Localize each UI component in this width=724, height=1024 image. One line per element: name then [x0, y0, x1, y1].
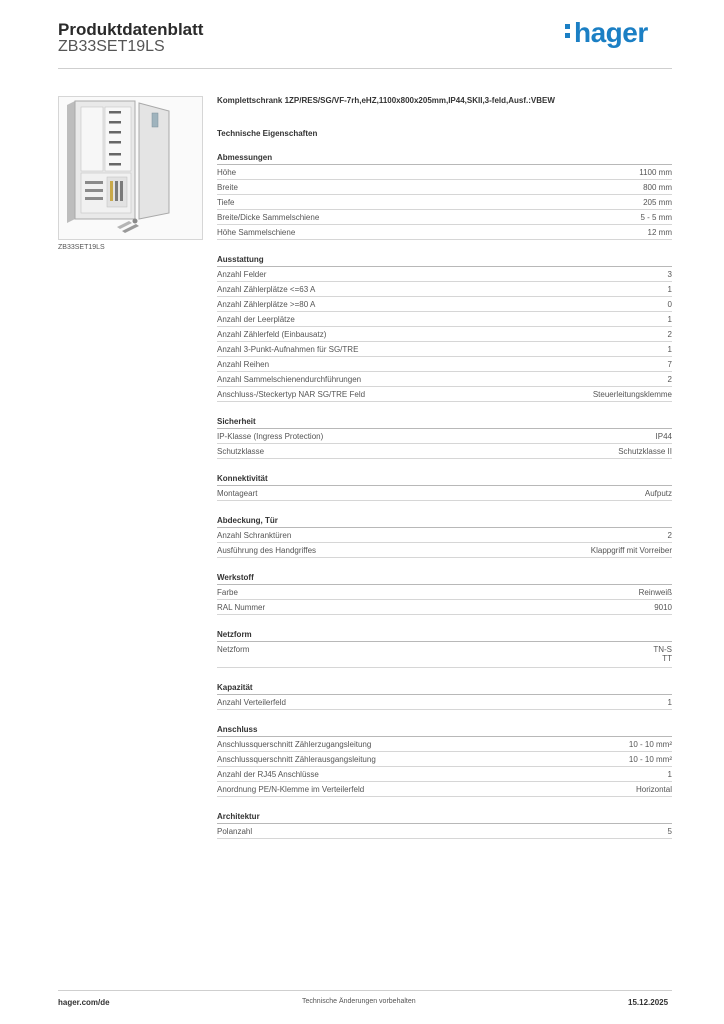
spec-row	[217, 543, 672, 558]
logo-dots-icon	[565, 17, 572, 38]
spec-value	[668, 270, 672, 281]
spec-section	[217, 417, 672, 459]
spec-value-line: 2	[667, 330, 672, 339]
spec-value	[668, 300, 672, 311]
product-image	[58, 96, 203, 240]
spec-sections	[217, 153, 672, 839]
product-code: ZB33SET19LS	[58, 38, 165, 55]
spec-section	[217, 255, 672, 402]
section-heading: Konnektivität	[217, 474, 672, 486]
spec-row	[217, 342, 672, 357]
spec-row	[217, 297, 672, 312]
spec-value	[668, 698, 672, 709]
spec-value-line: 2	[667, 531, 672, 540]
cabinet-illustration	[59, 97, 202, 239]
hager-logo	[565, 17, 648, 49]
spec-label: Polanzahl	[217, 827, 253, 836]
spec-label: Anzahl Sammelschienendurchführungen	[217, 375, 362, 384]
spec-label: RAL Nummer	[217, 603, 266, 612]
spec-value	[668, 531, 672, 542]
spec-label: Anzahl Schranktüren	[217, 531, 292, 540]
section-heading: Abmessungen	[217, 153, 672, 165]
spec-label: Breite/Dicke Sammelschiene	[217, 213, 320, 222]
spec-value-line: TN-S	[653, 645, 672, 654]
spec-row	[217, 387, 672, 402]
spec-value-line: Steuerleitungsklemme	[592, 390, 672, 399]
spec-section	[217, 630, 672, 668]
spec-value	[668, 285, 672, 296]
spec-row	[217, 357, 672, 372]
spec-value-line: Horizontal	[635, 785, 672, 794]
spec-value	[656, 432, 672, 443]
section-heading: Sicherheit	[217, 417, 672, 429]
product-content	[217, 96, 672, 839]
spec-row	[217, 225, 672, 240]
section-heading: Kapazität	[217, 683, 672, 695]
spec-label: Schutzklasse	[217, 447, 265, 456]
spec-value-line: Reinweiß	[638, 588, 672, 597]
spec-value	[648, 228, 672, 239]
section-heading: Abdeckung, Tür	[217, 516, 672, 528]
spec-value	[636, 785, 672, 796]
spec-row	[217, 737, 672, 752]
spec-value-line: TT	[662, 654, 672, 663]
footer-notice: Technische Änderungen vorbehalten	[302, 998, 416, 1005]
spec-value-line: Schutzklasse II	[618, 447, 672, 456]
spec-label: Ausführung des Handgriffes	[217, 546, 317, 555]
spec-row	[217, 600, 672, 615]
spec-label: Anzahl Zählerplätze >=80 A	[217, 300, 316, 309]
spec-value	[643, 198, 672, 209]
spec-label: Anordnung PE/N-Klemme im Verteilerfeld	[217, 785, 365, 794]
spec-value-line: 1	[667, 698, 672, 707]
spec-value-line: 800 mm	[643, 183, 672, 192]
spec-label: Anzahl Zählerplätze <=63 A	[217, 285, 316, 294]
spec-row	[217, 767, 672, 782]
spec-row	[217, 195, 672, 210]
spec-label: Montageart	[217, 489, 258, 498]
spec-value-line: 10 - 10 mm²	[628, 740, 672, 749]
spec-label: Anschlussquerschnitt Zählerausgangsleitung	[217, 755, 376, 764]
spec-value	[668, 770, 672, 781]
spec-value	[668, 330, 672, 341]
spec-value	[629, 755, 672, 766]
spec-value	[639, 588, 672, 599]
spec-label: Farbe	[217, 588, 238, 597]
spec-label: Höhe Sammelschiene	[217, 228, 296, 237]
spec-section	[217, 683, 672, 710]
spec-section	[217, 474, 672, 501]
spec-value-line: 1	[667, 285, 672, 294]
spec-value-line: 7	[667, 360, 672, 369]
spec-row	[217, 180, 672, 195]
spec-row	[217, 444, 672, 459]
spec-row	[217, 486, 672, 501]
spec-label: Anzahl der RJ45 Anschlüsse	[217, 770, 319, 779]
spec-row	[217, 429, 672, 444]
spec-label: IP-Klasse (Ingress Protection)	[217, 432, 324, 441]
spec-value	[639, 168, 672, 179]
spec-row	[217, 782, 672, 797]
spec-value	[645, 489, 672, 500]
spec-value-line: 5	[667, 827, 672, 836]
spec-row	[217, 695, 672, 710]
section-heading: Anschluss	[217, 725, 672, 737]
spec-section	[217, 573, 672, 615]
spec-value-line: 1100 mm	[639, 168, 672, 177]
spec-label: Anzahl 3-Punkt-Aufnahmen für SG/TRE	[217, 345, 359, 354]
spec-row	[217, 752, 672, 767]
image-caption: ZB33SET19LS	[58, 244, 105, 251]
spec-label: Anzahl Felder	[217, 270, 267, 279]
spec-row	[217, 327, 672, 342]
spec-row	[217, 528, 672, 543]
footer-website: hager.com/de	[58, 998, 110, 1007]
page-title: Produktdatenblatt	[58, 20, 204, 39]
spec-value	[668, 345, 672, 356]
spec-value	[593, 390, 672, 401]
spec-value	[640, 213, 672, 224]
spec-value	[668, 375, 672, 386]
spec-value-line: 205 mm	[643, 198, 672, 207]
spec-value-line: 1	[667, 315, 672, 324]
spec-value	[629, 740, 672, 751]
footer-date: 15.12.2025	[628, 998, 669, 1007]
spec-value	[618, 447, 672, 458]
spec-value-line: Klappgriff mit Vorreiber	[590, 546, 672, 555]
spec-value	[653, 645, 672, 667]
section-heading: Ausstattung	[217, 255, 672, 267]
spec-value-line: 3	[667, 270, 672, 279]
spec-row	[217, 312, 672, 327]
spec-section	[217, 153, 672, 240]
spec-value	[643, 183, 672, 194]
spec-value-line: 1	[667, 770, 672, 779]
spec-label: Anschluss-/Steckertyp NAR SG/TRE Feld	[217, 390, 366, 399]
spec-value	[654, 603, 672, 614]
spec-row	[217, 824, 672, 839]
spec-value-line: 1	[667, 345, 672, 354]
spec-value-line: Aufputz	[644, 489, 672, 498]
spec-value	[591, 546, 672, 557]
spec-row	[217, 642, 672, 668]
spec-value	[668, 360, 672, 371]
spec-label: Anschlussquerschnitt Zählerzugangsleitung	[217, 740, 372, 749]
spec-label: Anzahl Zählerfeld (Einbausatz)	[217, 330, 327, 339]
technical-properties-title: Technische Eigenschaften	[217, 129, 318, 138]
spec-row	[217, 267, 672, 282]
spec-label: Höhe	[217, 168, 237, 177]
logo-text: hager	[574, 17, 648, 48]
spec-label: Netzform	[217, 645, 250, 654]
spec-value-line: 5 - 5 mm	[640, 213, 672, 222]
spec-row	[217, 210, 672, 225]
spec-row	[217, 585, 672, 600]
spec-value-line: 9010	[654, 603, 672, 612]
section-heading: Architektur	[217, 812, 672, 824]
spec-label: Breite	[217, 183, 238, 192]
spec-label: Anzahl Verteilerfeld	[217, 698, 286, 707]
spec-section	[217, 725, 672, 797]
spec-value-line: IP44	[655, 432, 672, 441]
spec-row	[217, 282, 672, 297]
spec-value	[668, 315, 672, 326]
spec-section	[217, 812, 672, 839]
spec-value	[668, 827, 672, 838]
spec-value-line: 12 mm	[647, 228, 672, 237]
spec-label: Anzahl Reihen	[217, 360, 270, 369]
spec-row	[217, 165, 672, 180]
spec-row	[217, 372, 672, 387]
footer-divider	[58, 990, 672, 991]
spec-value-line: 10 - 10 mm²	[628, 755, 672, 764]
section-heading: Netzform	[217, 630, 672, 642]
section-heading: Werkstoff	[217, 573, 672, 585]
header-divider	[58, 68, 672, 69]
spec-section	[217, 516, 672, 558]
spec-value-line: 2	[667, 375, 672, 384]
spec-value-line: 0	[667, 300, 672, 309]
spec-label: Tiefe	[217, 198, 235, 207]
spec-label: Anzahl der Leerplätze	[217, 315, 295, 324]
product-description: Komplettschrank 1ZP/RES/SG/VF-7rh,eHZ,1100x800x205mm,IP44,SKII,3-feld,Ausf.:VBEW	[217, 96, 555, 105]
